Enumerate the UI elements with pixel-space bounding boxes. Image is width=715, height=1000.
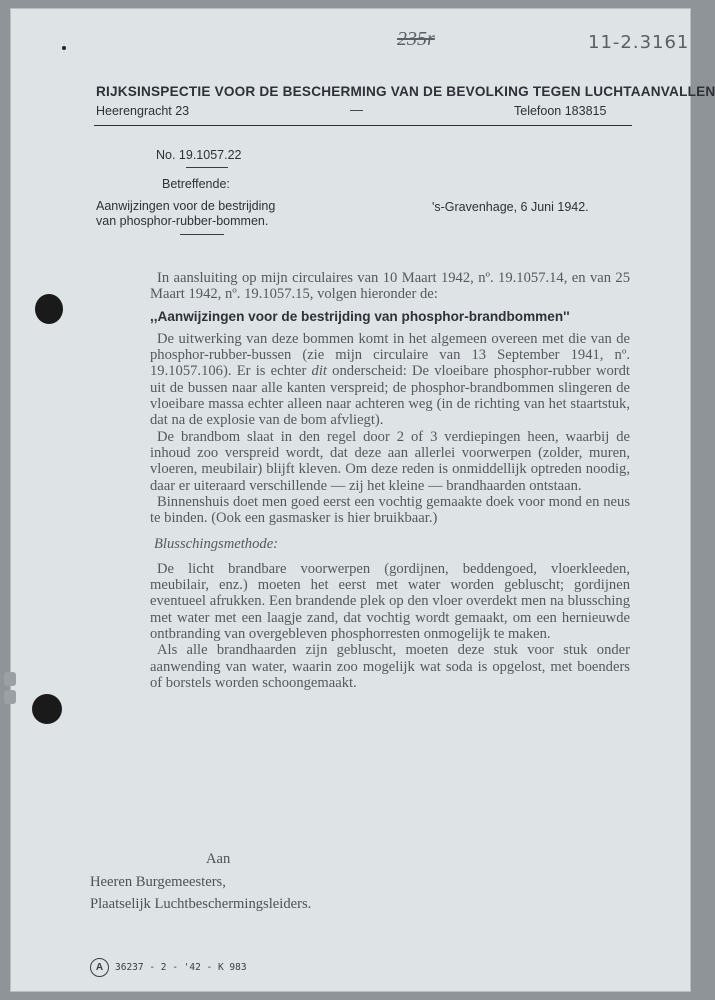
regarding-label: Betreffende: xyxy=(162,177,230,191)
letterhead-separator: — xyxy=(350,102,363,117)
subject-underline xyxy=(180,234,224,235)
method-heading: Blusschingsmethode: xyxy=(154,536,279,553)
print-code: 36237 - 2 - '42 - K 983 xyxy=(115,962,247,973)
paragraph-effect-part-b: onderscheid: De vloeibare phosphor-rubber wordt uit de bussen naar alle kanten verspreid; de phosphor-brandbommen slingeren de vloeibare massa echter alleen naar achteren weg (in de richting van het staartstuk, dat na de explosie van de bom afvliegt). xyxy=(150,363,630,429)
print-footer xyxy=(90,958,247,977)
paragraph-effect-part-a: De uitwerking van deze bommen komt in het algemeen overeen met die van de phosphor-rubber-bussen (zie mijn circulaire van 13 September 1941, nº. 19.1057.106). Er is echter xyxy=(150,330,630,380)
torn-edge-notch xyxy=(4,690,16,704)
intro-paragraph: In aansluiting op mijn circulaires van 10 Maart 1942, nº. 19.1057.14, en van 25 Maart 1942, nº. 19.1057.15, volgen hieronder de: xyxy=(150,270,630,303)
letterhead-rule xyxy=(94,125,632,126)
paragraph-cleanup: Als alle brandhaarden zijn gebluscht, moeten deze stuk voor stuk onder aanwending van water, waarin zoo mogelijk wat soda is opgelost, met boenders of borstels worden schoongemaakt. xyxy=(150,642,630,691)
letter-body xyxy=(150,270,630,691)
dot-mark xyxy=(62,46,66,50)
document-number: No. 19.1057.22 xyxy=(156,148,242,162)
addressee-line-2: Plaatselijk Luchtbeschermingsleiders. xyxy=(90,896,312,912)
archive-number: 11-2.3161 xyxy=(588,32,690,53)
letterhead-phone: Telefoon 183815 xyxy=(514,104,607,118)
letterhead-address: Heerengracht 23 xyxy=(96,104,190,118)
subject-line-2: van phosphor-rubber-bommen. xyxy=(96,214,269,228)
printer-logo-icon: A xyxy=(90,958,109,977)
paragraph-extinguish: De licht brandbare voorwerpen (gordijnen, beddengoed, vloerkleeden, meubilair, enz.) moeten het eerst met water worden gebluscht; gordijnen eventueel afrukken. Een brandende plek op den vloer overdekt men na blussching met water met een laagje zand, dat vochtig wordt gemaakt, om een hernieuwde ontbranding van overgebleven phosphorresten onmogelijk te maken. xyxy=(150,560,630,642)
punch-hole-top xyxy=(35,294,63,324)
addressee-line-1: Heeren Burgemeesters, xyxy=(90,874,226,890)
handwritten-reference: 235r xyxy=(397,28,435,50)
document-page xyxy=(10,8,715,992)
letterhead-organization: RIJKSINSPECTIE VOOR DE BESCHERMING VAN DE BEVOLKING TEGEN LUCHTAANVALLEN xyxy=(96,84,715,99)
place-and-date: 's-Gravenhage, 6 Juni 1942. xyxy=(432,200,589,214)
emphasis-word: dit xyxy=(311,363,327,380)
paragraph-spread: De brandbom slaat in den regel door 2 of 3 verdiepingen heen, waarbij de inhoud zoo verspreid wordt, dat deze aan allerlei voorwerpen (zolder, muren, vloeren, meubilair) blijft kleven. Om deze reden is onmiddellijk optreden noodig, daar er uiteraard verschillende — zij het kleine — brandhaarden ontstaan. xyxy=(150,428,630,494)
subject-line-1: Aanwijzingen voor de bestrijding xyxy=(96,199,276,213)
paragraph-protection: Binnenshuis doet men goed eerst een vochtig gemaakte doek voor mond en neus te binden. (Ook een gasmasker is hier bruikbaar.) xyxy=(150,493,630,527)
number-underline xyxy=(186,167,228,168)
instructions-heading: ,,Aanwijzingen voor de bestrijding van phosphor-brandbommen'' xyxy=(150,308,570,324)
paragraph-effect xyxy=(150,331,630,429)
torn-edge-notch xyxy=(4,672,16,686)
addressee-label: Aan xyxy=(206,851,231,867)
punch-hole-bottom xyxy=(32,694,62,724)
